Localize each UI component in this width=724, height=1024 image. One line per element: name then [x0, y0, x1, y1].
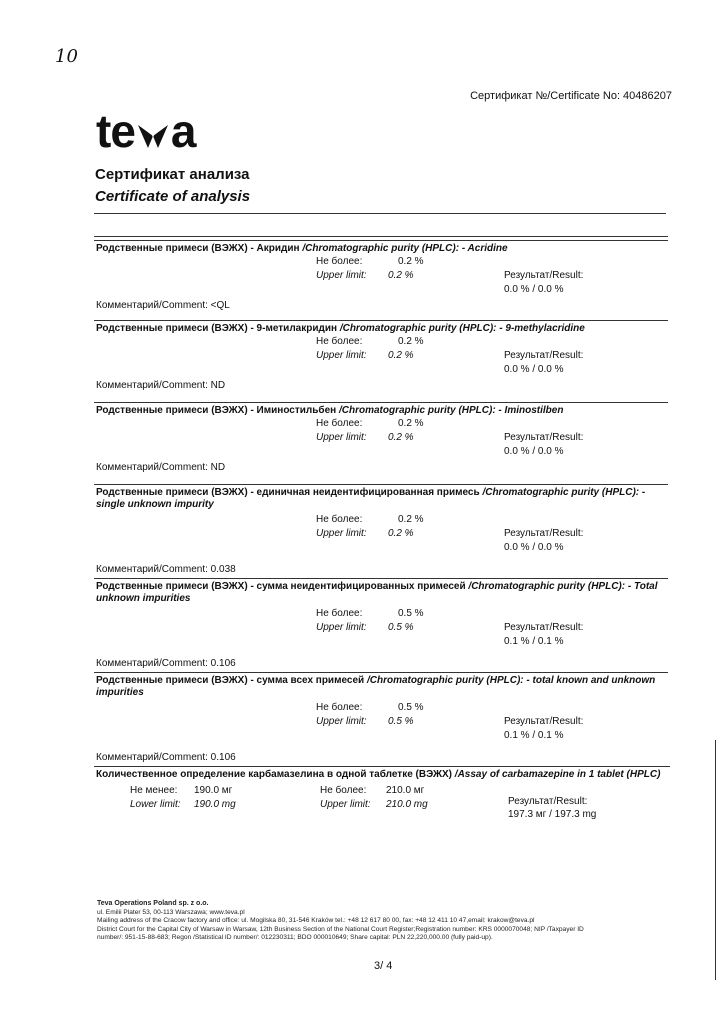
upper-limit-label: Upper limit:	[316, 622, 367, 633]
result-value: 0.0 % / 0.0 %	[504, 284, 564, 295]
test-section	[96, 487, 670, 575]
logo-v-glyph	[135, 108, 171, 138]
result-label: Результат/Result:	[504, 432, 584, 443]
assay-result-value: 197.3 мг / 197.3 mg	[508, 809, 597, 820]
result-value: 0.0 % / 0.0 %	[504, 542, 564, 553]
result-value: 0.0 % / 0.0 %	[504, 446, 564, 457]
upper-limit-label: Upper limit:	[316, 432, 367, 443]
upper-limit-value: 0.2 %	[388, 528, 414, 539]
test-section	[96, 675, 670, 763]
not-more-label: Не более:	[316, 336, 363, 347]
assay-upper-value: 210.0 mg	[386, 799, 428, 810]
handwritten-mark: 10	[55, 46, 78, 67]
section-heading: Родственные примеси (ВЭЖХ) - Иминостильбен /Chromatographic purity (HPLC): - Iminostilben	[96, 405, 564, 416]
assay-max-label: Не более:	[320, 785, 367, 796]
not-more-value: 0.2 %	[398, 418, 424, 429]
not-more-value: 0.2 %	[398, 256, 424, 267]
not-more-value: 0.2 %	[398, 336, 424, 347]
footer-mailing: Mailing address of the Cracow factory and office: ul. Mogilska 80, 31-546 Kraków tel.: +48 12 617 80 00, fax: +48 12 411 10 47,email: krakow@teva.pl	[97, 917, 535, 925]
result-label: Результат/Result:	[504, 716, 584, 727]
logo-text-left: te	[96, 105, 135, 157]
not-more-label: Не более:	[316, 608, 363, 619]
not-more-value: 0.5 %	[398, 702, 424, 713]
upper-limit-value: 0.2 %	[388, 432, 414, 443]
section-heading: Родственные примеси (ВЭЖХ) - сумма всех примесей /Chromatographic purity (HPLC): - total known and unknown impurities	[96, 675, 656, 698]
upper-limit-value: 0.2 %	[388, 270, 414, 281]
page-number: 3/ 4	[374, 960, 393, 972]
footer-company: Teva Operations Poland sp. z o.o.	[97, 900, 209, 907]
assay-divider	[94, 766, 670, 767]
result-value: 0.1 % / 0.1 %	[504, 636, 564, 647]
not-more-label: Не более:	[316, 256, 363, 267]
footer-ids: number/: 951-15-88-683; Regon /Statistical ID number/: 012230311; BDO 000010649; Share capital: PLN 22,220,000.00 (fully paid-up).	[97, 934, 493, 942]
section-heading: Родственные примеси (ВЭЖХ) - единичная неидентифицированная примесь /Chromatographic purity (HPLC): - single unknown impurity	[96, 487, 646, 510]
teva-logo	[96, 104, 196, 158]
test-section	[96, 405, 670, 473]
result-value: 0.0 % / 0.0 %	[504, 364, 564, 375]
not-more-value: 0.5 %	[398, 608, 424, 619]
section-heading: Родственные примеси (ВЭЖХ) - Акридин /Chromatographic purity (HPLC): - Acridine	[96, 243, 508, 254]
result-label: Результат/Result:	[504, 528, 584, 539]
section-divider	[94, 240, 668, 241]
assay-section	[96, 769, 670, 820]
comment: Комментарий/Comment: 0.106	[96, 658, 236, 669]
not-more-label: Не более:	[316, 514, 363, 525]
result-label: Результат/Result:	[504, 270, 584, 281]
upper-limit-value: 0.2 %	[388, 350, 414, 361]
assay-upper-label: Upper limit:	[320, 799, 371, 810]
comment: Комментарий/Comment: ND	[96, 462, 226, 473]
not-more-value: 0.2 %	[398, 514, 424, 525]
title-divider	[94, 213, 666, 214]
footer-address: ul. Emilii Plater 53, 00-113 Warszawa; www.teva.pl	[97, 908, 245, 916]
footer-court: District Court for the Capital City of Warsaw in Warsaw, 12th Business Section of the National Court Register;Registration number: KRS 0000070048; NIP /Taxpayer ID	[97, 925, 584, 933]
test-section	[96, 581, 670, 669]
result-label: Результат/Result:	[504, 350, 584, 361]
section-divider	[94, 402, 668, 403]
assay-lower-value: 190.0 mg	[194, 799, 236, 810]
comment: Комментарий/Comment: 0.106	[96, 752, 236, 763]
footer	[97, 900, 657, 943]
assay-lower-label: Lower limit:	[130, 799, 181, 810]
certificate-number: Сертификат №/Certificate No: 40486207	[470, 90, 672, 102]
upper-limit-label: Upper limit:	[316, 350, 367, 361]
section-heading: Родственные примеси (ВЭЖХ) - 9-метилакридин /Chromatographic purity (HPLC): - 9-methylacridine	[96, 323, 585, 334]
scan-edge-line	[715, 740, 716, 980]
assay-result-label: Результат/Result:	[508, 796, 588, 807]
test-section	[96, 323, 670, 391]
upper-limit-label: Upper limit:	[316, 528, 367, 539]
assay-min-label: Не менее:	[130, 785, 178, 796]
upper-limit-value: 0.5 %	[388, 716, 414, 727]
result-value: 0.1 % / 0.1 %	[504, 730, 564, 741]
assay-min-value: 190.0 мг	[194, 785, 233, 796]
assay-heading: Количественное определение карбамазелина в одной таблетке (ВЭЖХ) /Assay of carbamazepine in 1 tablet (HPLC)	[96, 769, 661, 780]
logo-text-right: a	[170, 105, 196, 157]
title-ru: Сертификат анализа	[95, 166, 250, 183]
not-more-label: Не более:	[316, 418, 363, 429]
test-section	[96, 243, 670, 311]
comment: Комментарий/Comment: 0.038	[96, 564, 236, 575]
title-divider-2	[94, 236, 668, 237]
assay-max-value: 210.0 мг	[386, 785, 425, 796]
upper-limit-value: 0.5 %	[388, 622, 414, 633]
upper-limit-label: Upper limit:	[316, 716, 367, 727]
not-more-label: Не более:	[316, 702, 363, 713]
section-divider	[94, 578, 668, 579]
result-label: Результат/Result:	[504, 622, 584, 633]
title-en: Certificate of analysis	[95, 188, 251, 205]
section-divider	[94, 672, 668, 673]
section-divider	[94, 320, 668, 321]
section-heading: Родственные примеси (ВЭЖХ) - сумма неидентифицированных примесей /Chromatographic purity (HPLC): - Total unknown impurities	[96, 581, 658, 604]
comment: Комментарий/Comment: <QL	[96, 300, 230, 311]
upper-limit-label: Upper limit:	[316, 270, 367, 281]
section-divider	[94, 484, 668, 485]
comment: Комментарий/Comment: ND	[96, 380, 226, 391]
